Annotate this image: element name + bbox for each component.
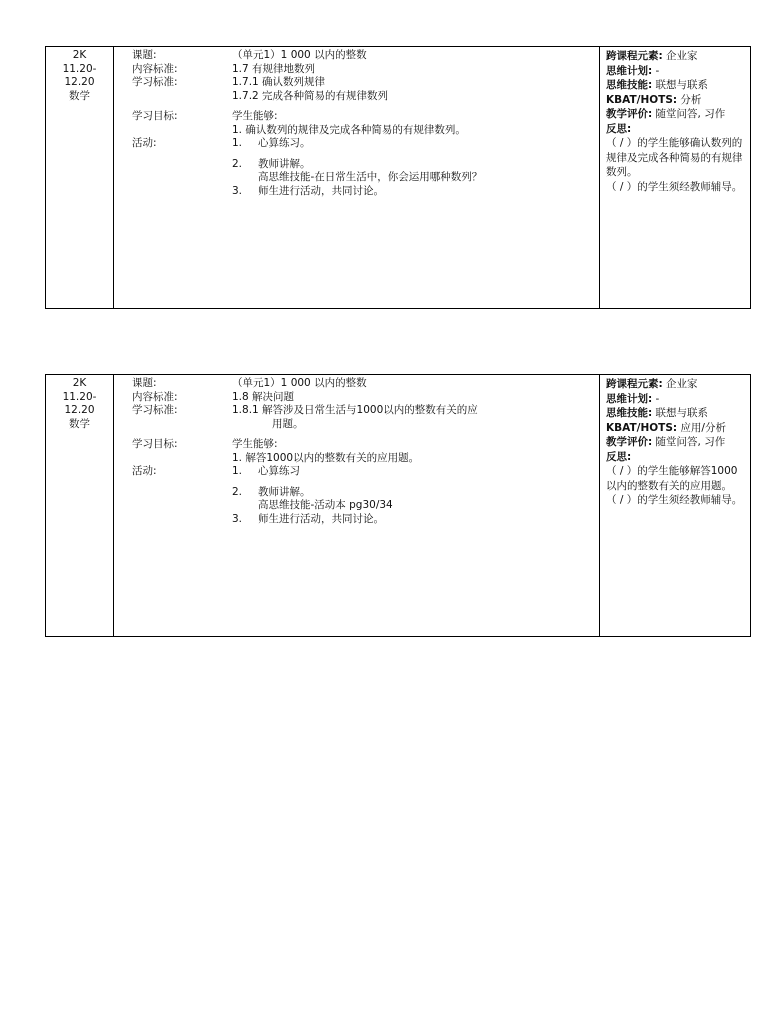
activity-number: 1. — [232, 465, 243, 477]
lesson-content-cell — [114, 47, 600, 308]
subject: 数学 — [69, 89, 90, 102]
activity-number: 2. — [232, 485, 243, 498]
date-start: 11.20- — [62, 390, 97, 403]
cross-curriculum-value: 企业家 — [662, 50, 698, 62]
activity-number: 1. — [232, 137, 243, 149]
topic-label: 课题: — [132, 377, 157, 389]
learning-standard-2: 用题。 — [272, 417, 304, 430]
topic-value: （单元1）1 000 以内的整数 — [232, 49, 367, 61]
kbat-label: KBAT/HOTS: — [606, 421, 678, 434]
reflection-label: 反思: — [606, 450, 632, 463]
thinking-skill-label: 思维技能: — [606, 407, 653, 419]
date-start: 11.20- — [62, 62, 97, 75]
activity-label: 活动: — [132, 465, 157, 477]
class-code: 2K — [72, 49, 87, 61]
assessment-cell — [600, 47, 750, 308]
thinking-skill-value: 联想与联系 — [652, 407, 709, 419]
cross-curriculum-label: 跨课程元素: — [606, 50, 663, 62]
lesson-plan-table-2 — [45, 374, 751, 637]
kbat-value: 分析 — [677, 93, 702, 106]
activity-item: 师生进行活动，共同讨论。 — [258, 512, 384, 525]
content-standard-label: 内容标准: — [132, 390, 178, 403]
thinking-plan-label: 思维计划: — [606, 64, 653, 77]
activity-number: 2. — [232, 157, 243, 170]
reflection-line-1: （ / ）的学生能够确认数列的规律及完成各种简易的有规律数列。 — [606, 137, 743, 178]
content-standard-value: 1.8 解决问题 — [232, 390, 295, 403]
objective-label: 学习目标: — [132, 438, 178, 450]
activity-number: 3. — [232, 512, 243, 525]
class-code: 2K — [72, 377, 87, 389]
objective-intro: 学生能够: — [232, 438, 278, 450]
cross-curriculum-value: 企业家 — [662, 378, 698, 390]
reflection-line-1: （ / ）的学生能够解答1000以内的整数有关的应用题。 — [606, 465, 738, 492]
learning-standard-2: 1.7.2 完成各种简易的有规律数列 — [232, 89, 389, 102]
reflection-label: 反思: — [606, 122, 632, 135]
activity-item: 心算练习 — [258, 465, 300, 477]
reflection-line-2: （ / ）的学生须经教师辅导。 — [606, 180, 743, 193]
objective-item: 1. 确认数列的规律及完成各种简易的有规律数列。 — [232, 123, 466, 136]
objective-item: 1. 解答1000以内的整数有关的应用题。 — [232, 451, 420, 464]
objective-label: 学习目标: — [132, 110, 178, 122]
assessment-value: 随堂问答, 习作 — [652, 108, 726, 120]
thinking-plan-label: 思维计划: — [606, 392, 653, 405]
reflection-line-2: （ / ）的学生须经教师辅导。 — [606, 494, 743, 506]
learning-standard-1: 1.8.1 解答涉及日常生活与1000以内的整数有关的应 — [232, 404, 478, 416]
date-end: 12.20 — [64, 404, 95, 416]
assessment-label: 教学评价: — [606, 108, 653, 120]
content-standard-label: 内容标准: — [132, 62, 178, 75]
assessment-value: 随堂问答, 习作 — [652, 436, 726, 448]
objective-intro: 学生能够: — [232, 110, 278, 122]
activity-label: 活动: — [132, 137, 157, 149]
activity-note: 高思维技能-在日常生活中，你会运用哪种数列？ — [258, 171, 483, 183]
thinking-plan-value: - — [652, 64, 660, 77]
learning-standard-1: 1.7.1 确认数列规律 — [232, 76, 326, 88]
thinking-plan-value: - — [652, 392, 660, 405]
activity-item: 师生进行活动，共同讨论。 — [258, 184, 384, 197]
activity-note: 高思维技能-活动本 pg30/34 — [258, 499, 393, 511]
class-date-cell — [46, 47, 114, 308]
lesson-content-cell — [114, 375, 600, 636]
lesson-plan-table-1 — [45, 46, 751, 309]
learning-standard-label: 学习标准: — [132, 76, 178, 88]
subject: 数学 — [69, 417, 90, 430]
learning-standard-label: 学习标准: — [132, 404, 178, 416]
cross-curriculum-label: 跨课程元素: — [606, 378, 663, 390]
assessment-cell — [600, 375, 750, 636]
activity-item: 教师讲解。 — [258, 485, 311, 498]
content-standard-value: 1.7 有规律地数列 — [232, 62, 316, 75]
assessment-label: 教学评价: — [606, 436, 653, 448]
activity-item: 心算练习。 — [258, 137, 311, 149]
date-end: 12.20 — [64, 76, 95, 88]
kbat-label: KBAT/HOTS: — [606, 93, 678, 106]
kbat-value: 应用/分析 — [677, 421, 726, 434]
topic-label: 课题: — [132, 49, 157, 61]
activity-item: 教师讲解。 — [258, 157, 311, 170]
activity-number: 3. — [232, 184, 243, 197]
thinking-skill-value: 联想与联系 — [652, 79, 709, 91]
class-date-cell — [46, 375, 114, 636]
thinking-skill-label: 思维技能: — [606, 79, 653, 91]
topic-value: （单元1）1 000 以内的整数 — [232, 377, 367, 389]
